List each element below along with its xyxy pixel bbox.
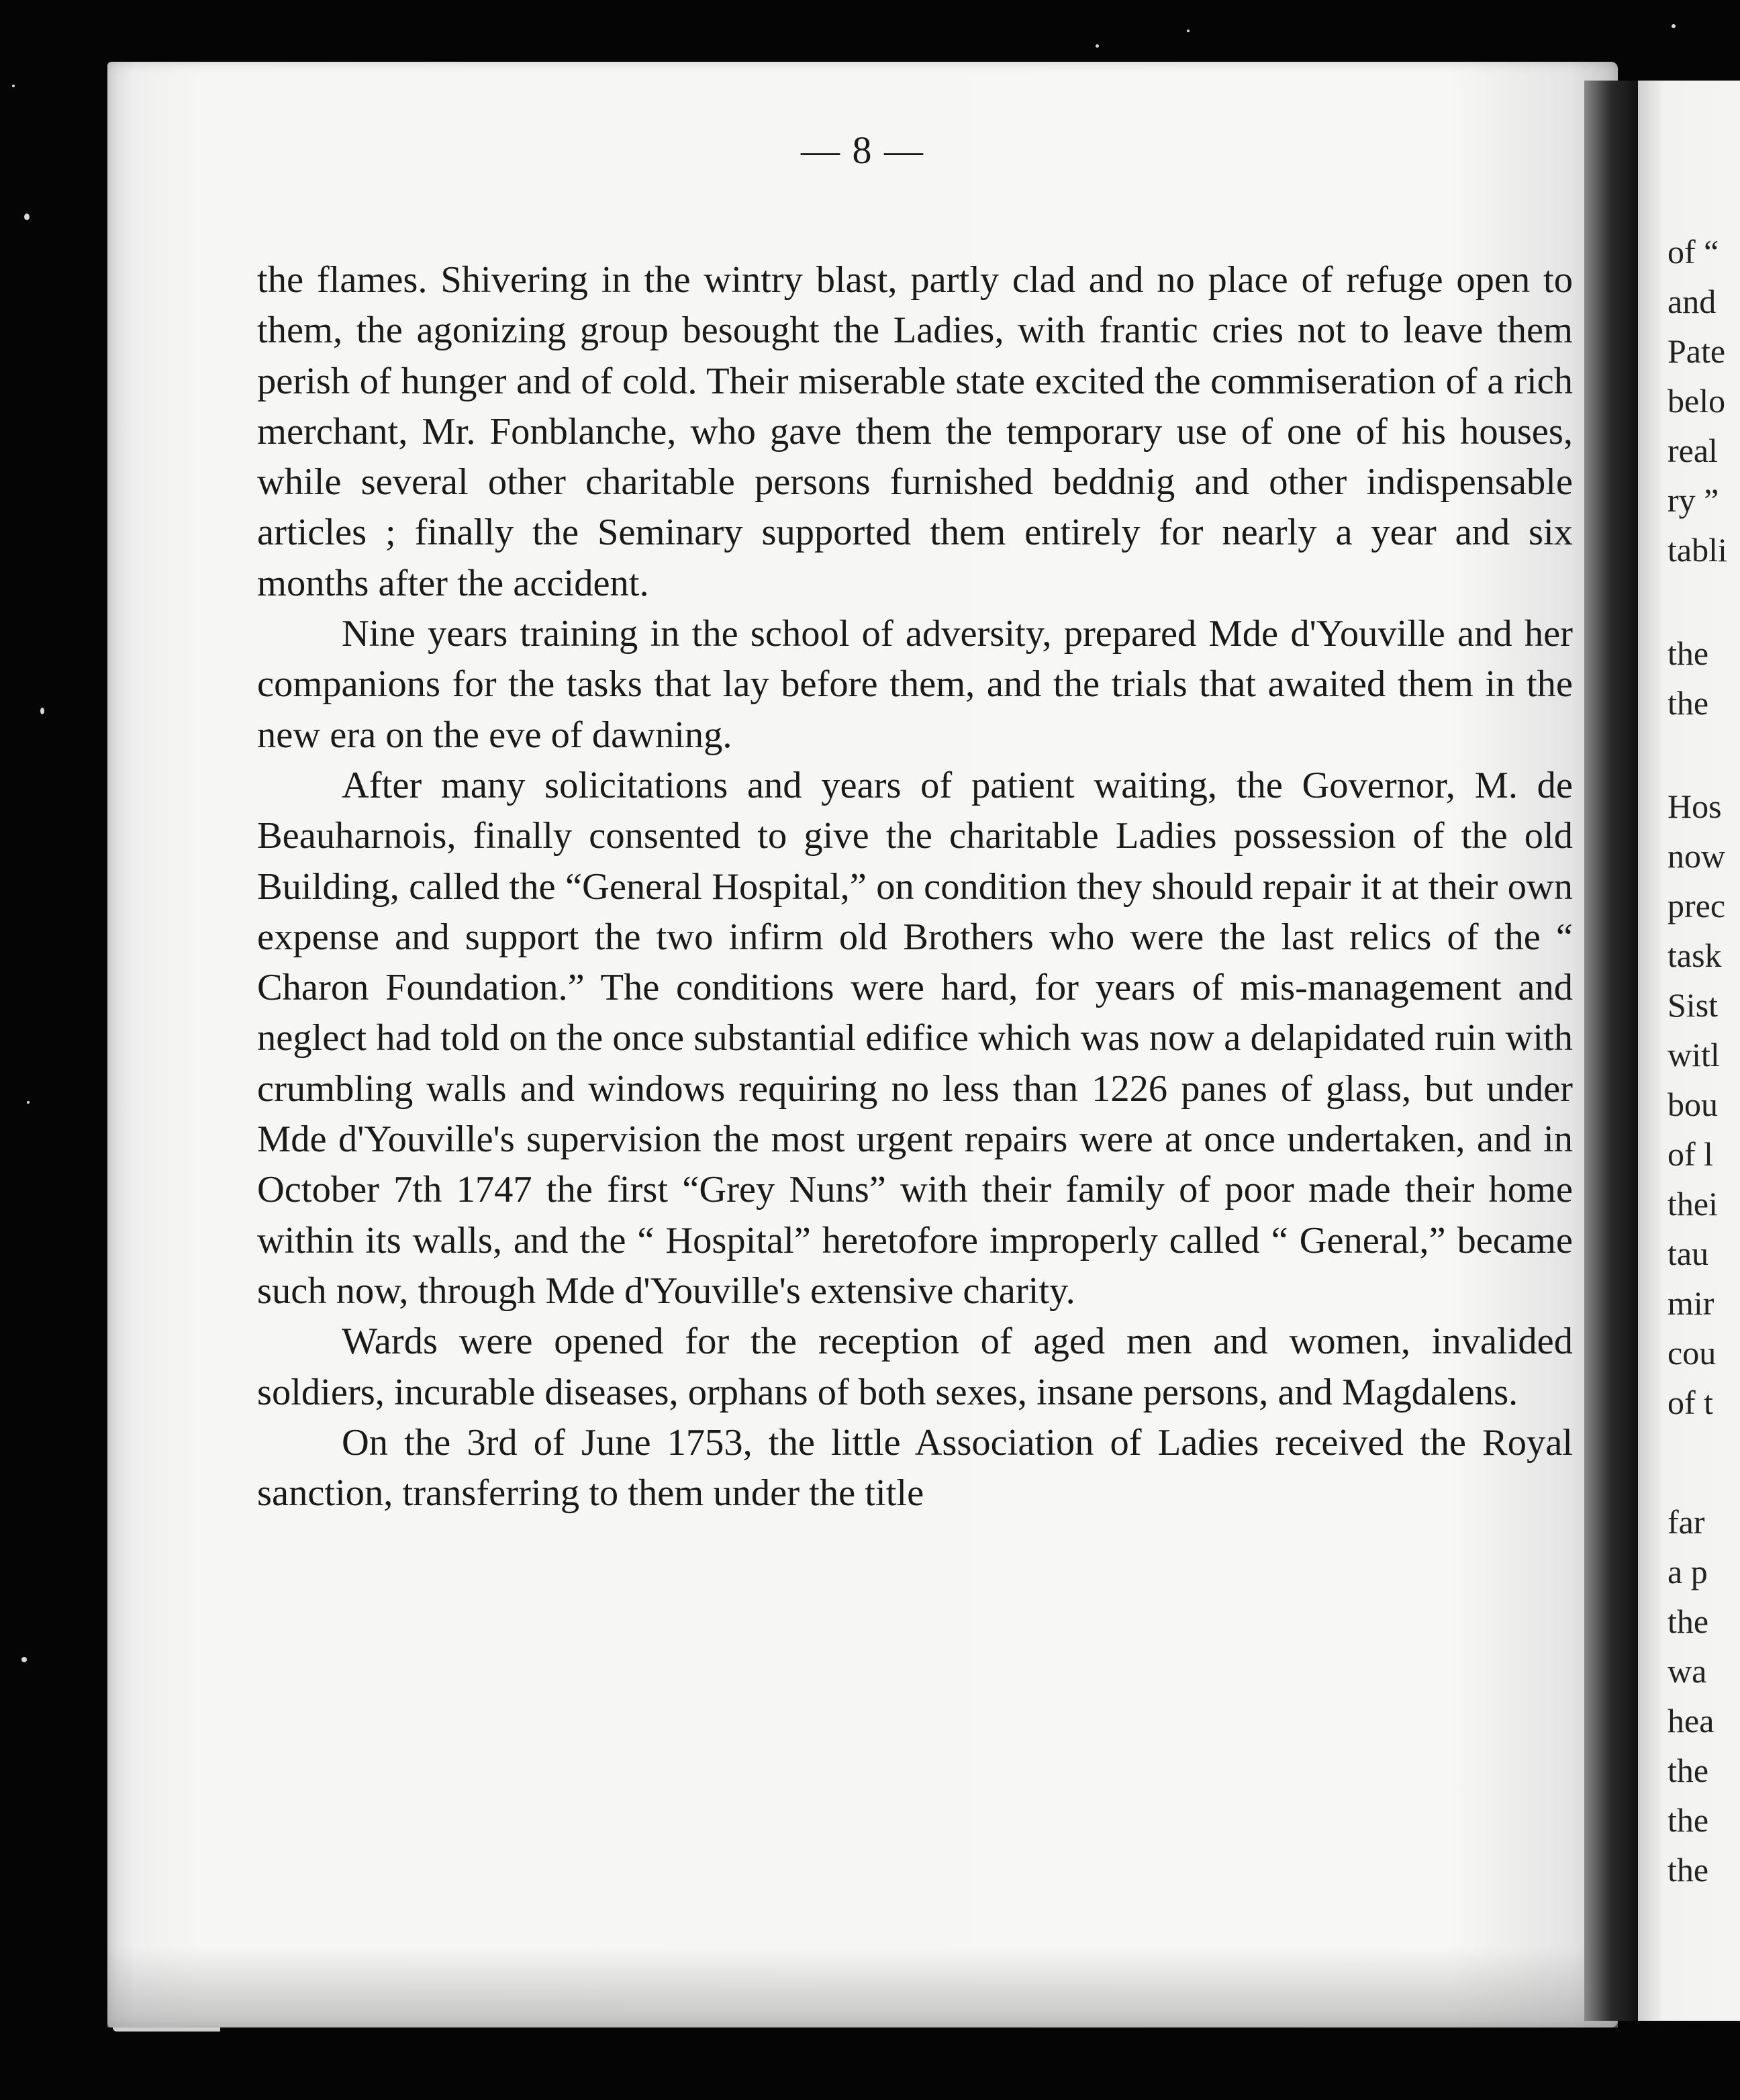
facing-line: the xyxy=(1668,684,1709,722)
paragraph-1: the flames. Shivering in the wintry blast, partly clad and no place of refuge open to them, the agonizing group besought the Ladies, with frantic cries not to leave them perish of hunger and of cold. Their miserable state excited the commiseration of a rich merchant, Mr. Fonblanche, who gave them the temporary use of one of his houses, while several other charitable persons furnished beddnig and other indispensable articles ; finally the Seminary supported them entirely for nearly a year and six months after the accident. xyxy=(257,259,1573,604)
page-shadow xyxy=(107,1947,1618,2027)
facing-line: real xyxy=(1668,432,1718,469)
facing-line: far xyxy=(1668,1503,1705,1541)
facing-line: the xyxy=(1668,1851,1709,1889)
facing-line: of “ xyxy=(1668,233,1719,271)
body-text xyxy=(257,255,1573,1519)
book-gutter xyxy=(1584,81,1638,2021)
facing-line: and xyxy=(1668,283,1717,320)
facing-line: mir xyxy=(1668,1284,1714,1322)
page-number: — 8 — xyxy=(801,128,924,172)
facing-line: prec xyxy=(1668,887,1726,924)
facing-line: Sist xyxy=(1668,986,1719,1024)
facing-line: hea xyxy=(1668,1702,1714,1739)
facing-line: a p xyxy=(1668,1553,1708,1590)
paragraph-5: On the 3rd of June 1753, the little Association of Ladies received the Royal sanction, transferring to them under the title xyxy=(257,1421,1573,1515)
facing-line: belo xyxy=(1668,382,1726,420)
paragraph-2: Nine years training in the school of adversity, prepared Mde d'Youville and her companions for the tasks that lay before them, and the trials that awaited them in the new era on the eve of dawning. xyxy=(257,613,1573,756)
facing-line: the xyxy=(1668,1801,1709,1839)
facing-line: Pate xyxy=(1668,332,1726,370)
facing-line: tau xyxy=(1668,1235,1709,1272)
facing-line: task xyxy=(1668,937,1722,974)
facing-line: wa xyxy=(1668,1652,1707,1690)
facing-line: witl xyxy=(1668,1036,1720,1073)
facing-line: bou xyxy=(1668,1086,1718,1123)
paragraph-3: After many solicitations and years of patient waiting, the Governor, M. de Beauharnois, finally consented to give the charitable Ladies possession of the old Building, called the “General Hospital,” on condition they should repair it at their own expense and support the two infirm old Brothers who were the last relics of the “ Charon Foundation.” The conditions were hard, for years of mis-management and neglect had told on the once substantial edifice which was now a delapidated ruin with crumbling walls and windows requiring no less than 1226 panes of glass, but under Mde d'Youville's supervision the most urgent repairs were at once undertaken, and in October 7th 1747 the first “Grey Nuns” with their family of poor made their home within its walls, and the “ Hospital” heretofore improperly called “ General,” became such now, through Mde d'Youville's extensive charity. xyxy=(257,764,1573,1312)
facing-line: the xyxy=(1668,1752,1709,1789)
facing-line: the xyxy=(1668,1603,1709,1640)
facing-line: the xyxy=(1668,634,1709,672)
facing-line: Hos xyxy=(1668,787,1722,825)
facing-line: thei xyxy=(1668,1185,1718,1223)
facing-line: cou xyxy=(1668,1334,1717,1372)
facing-line: tabli xyxy=(1668,531,1727,569)
facing-line: of l xyxy=(1668,1135,1714,1173)
facing-line: ry ” xyxy=(1668,481,1719,519)
paragraph-4: Wards were opened for the reception of aged men and women, invalided soldiers, incurable diseases, orphans of both sexes, insane persons, and Magdalens. xyxy=(257,1321,1573,1413)
facing-line: now xyxy=(1668,837,1726,875)
facing-line: of t xyxy=(1668,1384,1714,1421)
facing-page xyxy=(1638,81,1740,2021)
